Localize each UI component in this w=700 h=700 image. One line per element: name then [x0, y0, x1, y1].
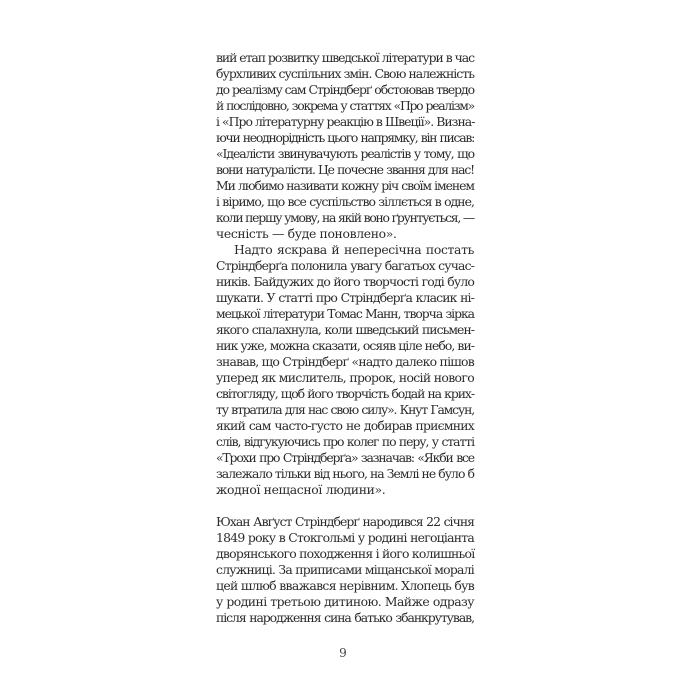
text-line: мецької літератури Томас Манн, творча зірка: [216, 306, 474, 321]
text-line: слів, відгукуючись про колег по перу, у статті: [216, 434, 474, 449]
page-number: 9: [339, 646, 347, 660]
text-line: і віримо, що все суспільство зіллється в одне,: [216, 194, 474, 209]
text-line: «Трохи про Стріндберґа» зазначав: «Якби все: [216, 450, 474, 465]
text-line: Надто яскрава й непересічна постать: [234, 242, 474, 257]
text-line: Стріндберґа полонила увагу багатьох сучас-: [216, 258, 474, 273]
text-line: ючи неоднорідність цього напрямку, він писав:: [216, 130, 474, 145]
text-line: чесність — буде поновлено».: [216, 226, 397, 241]
text-line: вий етап розвитку шведської літератури в час: [216, 50, 474, 65]
text-line: після народження сина батько збанкрутував,: [216, 610, 474, 625]
text-line: жодної нещасної людини».: [216, 482, 386, 497]
text-line: бурхливих суспільних змін. Свою належність: [216, 66, 474, 81]
text-line: вони натуралісти. Це почесне звання для нас!: [216, 162, 474, 177]
text-line: коли першу умову, на якій воно ґрунтується, —: [216, 210, 474, 225]
text-line: дворянського походження і його колишньої: [216, 546, 475, 561]
text-column: [216, 50, 474, 626]
paragraph-2: [216, 242, 474, 498]
text-line: залежало тільки від нього, на Землі не було б: [216, 466, 474, 481]
paragraph-1: [216, 50, 474, 242]
section-break: [216, 498, 474, 514]
text-line: «Ідеалісти звинувачують реалістів у тому, що: [216, 146, 474, 161]
text-line: ту втратила для нас свою силу». Кнут Гамсун,: [216, 402, 474, 417]
text-line: ників. Байдужих до його творчості годі було: [216, 274, 474, 289]
text-line: ник уже, можна сказати, осяяв ціле небо, ви-: [216, 338, 474, 353]
text-line: світогляду, щоб його творчість бодай на крих-: [216, 386, 474, 401]
paragraph-3: [216, 514, 474, 626]
text-line: й послідовно, зокрема у статтях «Про реалізм»: [216, 98, 474, 113]
text-line: і «Про літературну реакцію в Швеції». Визна-: [216, 114, 475, 129]
text-line: уперед як мислитель, пророк, носій нового: [216, 370, 474, 385]
text-line: до реалізму сам Стріндберґ обстоював твердо: [216, 82, 474, 97]
text-line: Юхан Авґуст Стріндберґ народився 22 січня: [216, 514, 474, 529]
text-line: 1849 року в Стокгольмі у родині негоціанта: [216, 530, 474, 545]
text-line: який сам часто-густо не добирав приємних: [216, 418, 474, 433]
text-line: у родині третьою дитиною. Майже одразу: [216, 594, 474, 609]
text-line: якого спалахнула, коли шведський письмен-: [216, 322, 474, 337]
text-line: цей шлюб вважався нерівним. Хлопець був: [216, 578, 475, 593]
text-line: Ми любимо називати кожну річ своїм іменем: [216, 178, 474, 193]
text-line: знавав, що Стріндберґ «надто далеко пішов: [216, 354, 474, 369]
text-line: служниці. За приписами міщанської моралі: [216, 562, 474, 577]
text-line: шукати. У статті про Стріндберґа класик ні-: [216, 290, 474, 305]
